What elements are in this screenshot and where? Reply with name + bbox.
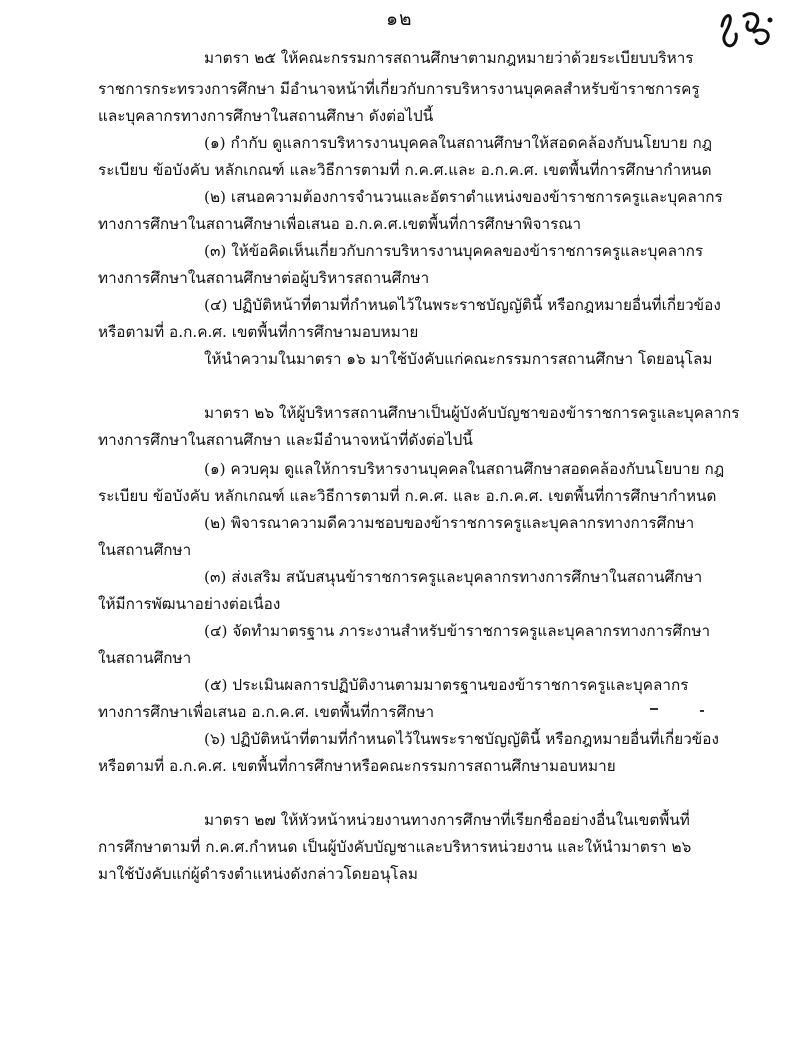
- article-item-continuation: ให้มีการพัฒนาอย่างต่อเนื่อง: [98, 595, 281, 613]
- article-heading: มาตรา ๒๕ ให้คณะกรรมการสถานศึกษาตามกฎหมายว่าด้วยระเบียบบริหาร: [204, 49, 694, 67]
- article-item: (๓) ส่งเสริม สนับสนุนข้าราชการครูและบุคลากรทางการศึกษาในสถานศึกษา: [204, 568, 703, 586]
- scan-speck: [700, 710, 704, 712]
- article-intro-line: มาใช้บังคับแก่ผู้ดำรงตำแหน่งดังกล่าวโดยอนุโลม: [98, 865, 418, 883]
- article-item: (๑) กำกับ ดูแลการบริหารงานบุคคลในสถานศึกษาให้สอดคล้องกับนโยบาย กฎ: [204, 134, 713, 152]
- article-item: (๔) จัดทำมาตรฐาน ภาระงานสำหรับข้าราชการครูและบุคลากรทางการศึกษา: [204, 622, 711, 640]
- article-item: (๑) ควบคุม ดูแลให้การบริหารงานบุคคลในสถานศึกษาสอดคล้องกับนโยบาย กฎ: [204, 460, 725, 478]
- article-item-continuation: ทางการศึกษาในสถานศึกษาต่อผู้บริหารสถานศึกษา: [98, 269, 430, 287]
- article-item-continuation: ในสถานศึกษา: [98, 541, 192, 559]
- article-item-continuation: หรือตามที่ อ.ก.ค.ศ. เขตพื้นที่การศึกษาหรือคณะกรรมการสถานศึกษามอบหมาย: [98, 757, 616, 775]
- article-item: (๒) พิจารณาความดีความชอบของข้าราชการครูและบุคลากรทางการศึกษา: [204, 514, 695, 532]
- article-item: (๕) ประเมินผลการปฏิบัติงานตามมาตรฐานของข้าราชการครูและบุคลากร: [204, 676, 689, 694]
- article-item-continuation: ทางการศึกษาในสถานศึกษาเพื่อเสนอ อ.ก.ค.ศ.เขตพื้นที่การศึกษาพิจารณา: [98, 215, 582, 233]
- article-heading: มาตรา ๒๗ ให้หัวหน้าหน่วยงานทางการศึกษาที่เรียกชื่ออย่างอื่นในเขตพื้นที่: [204, 811, 690, 829]
- scan-speck: [650, 708, 658, 710]
- article-intro-line: การศึกษาตามที่ ก.ค.ศ.กำหนด เป็นผู้บังคับบัญชาและบริหารหน่วยงาน และให้นำมาตรา ๒๖: [98, 838, 692, 856]
- article-item-continuation: ระเบียบ ข้อบังคับ หลักเกณฑ์ และวิธีการตามที่ ก.ค.ศ.และ อ.ก.ค.ศ. เขตพื้นที่การศึกษากำหนด: [98, 161, 712, 179]
- article-item-continuation: ระเบียบ ข้อบังคับ หลักเกณฑ์ และวิธีการตามที่ ก.ค.ศ. และ อ.ก.ค.ศ. เขตพื้นที่การศึกษากำหนด: [98, 487, 717, 505]
- handwritten-signature-icon: [718, 6, 778, 52]
- article-item: (๒) เสนอความต้องการจำนวนและอัตราตำแหน่งของข้าราชการครูและบุคลากร: [204, 188, 723, 206]
- article-item-continuation: หรือตามที่ อ.ก.ค.ศ. เขตพื้นที่การศึกษามอบหมาย: [98, 323, 419, 341]
- page-number: ๑๒: [386, 8, 413, 30]
- article-closing: ให้นำความในมาตรา ๑๖ มาใช้บังคับแก่คณะกรรมการสถานศึกษา โดยอนุโลม: [204, 350, 713, 368]
- article-intro-line: และบุคลากรทางการศึกษาในสถานศึกษา ดังต่อไปนี้: [98, 107, 434, 125]
- article-heading: มาตรา ๒๖ ให้ผู้บริหารสถานศึกษาเป็นผู้บังคับบัญชาของข้าราชการครูและบุคลากร: [204, 404, 740, 422]
- article-item: (๖) ปฏิบัติหน้าที่ตามที่กำหนดไว้ในพระราชบัญญัตินี้ หรือกฎหมายอื่นที่เกี่ยวข้อง: [204, 730, 719, 748]
- article-item: (๓) ให้ข้อคิดเห็นเกี่ยวกับการบริหารงานบุคคลของข้าราชการครูและบุคลากร: [204, 242, 704, 260]
- article-item: (๔) ปฏิบัติหน้าที่ตามที่กำหนดไว้ในพระราชบัญญัตินี้ หรือกฎหมายอื่นที่เกี่ยวข้อง: [204, 296, 721, 314]
- article-intro-line: ทางการศึกษาในสถานศึกษา และมีอำนาจหน้าที่ดังต่อไปนี้: [98, 431, 473, 449]
- article-item-continuation: ทางการศึกษาเพื่อเสนอ อ.ก.ค.ศ. เขตพื้นที่การศึกษา: [98, 703, 435, 721]
- article-intro-line: ราชการกระทรวงการศึกษา มีอำนาจหน้าที่เกี่ยวกับการบริหารงานบุคคลสำหรับข้าราชการครู: [98, 80, 700, 98]
- article-item-continuation: ในสถานศึกษา: [98, 649, 192, 667]
